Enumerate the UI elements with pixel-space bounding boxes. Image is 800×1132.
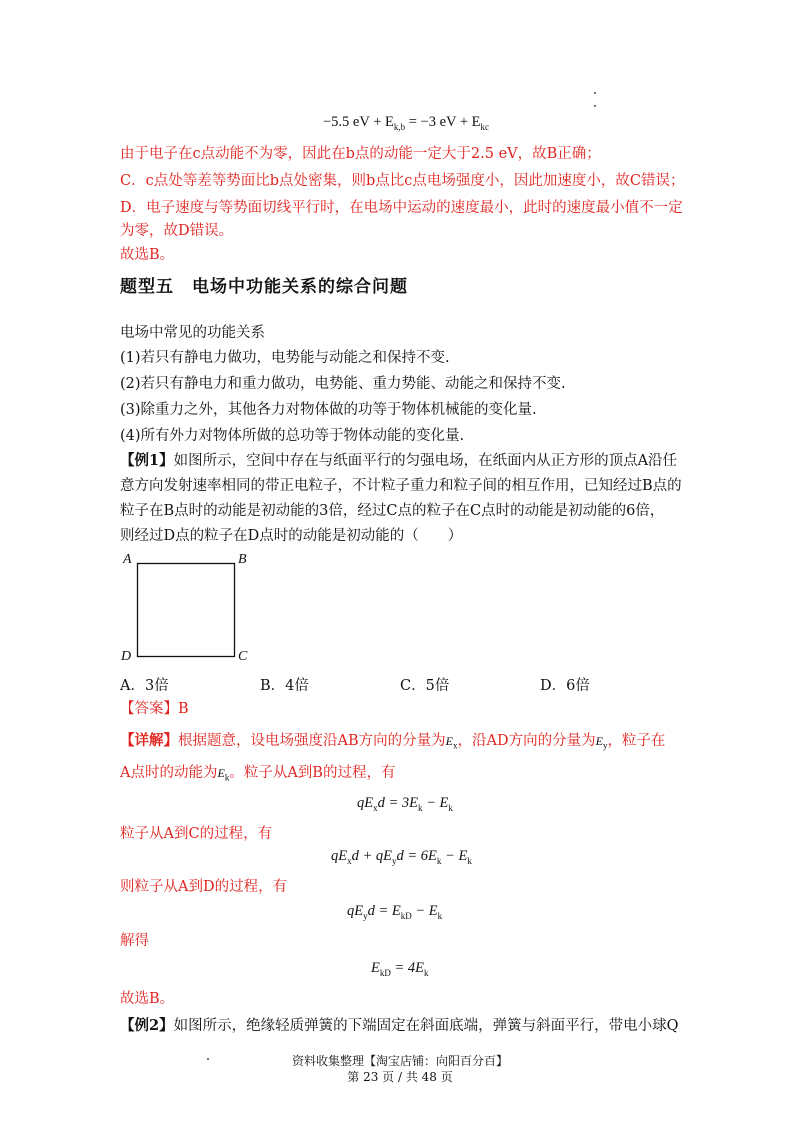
analysis-line: D．电子速度与等势面切线平行时，在电场中运动的速度最小，此时的速度最小值不一定 <box>120 200 683 216</box>
example-2-line: 【例2】如图所示，绝缘轻质弹簧的下端固定在斜面底端，弹簧与斜面平行，带电小球Q <box>120 1017 679 1034</box>
equation-ac: $qE_xd + qE_yd = 6E_k - E_k$ <box>331 848 472 866</box>
analysis-line: 为零，故D错误。 <box>120 223 234 239</box>
option-b: B．4倍 <box>260 678 309 694</box>
answer-choice: 故选B。 <box>120 247 175 263</box>
analysis-line: 由于电子在c点动能不为零，因此在b点的动能一定大于2.5 eV，故B正确； <box>120 146 601 162</box>
vertex-label-d: D <box>121 649 132 664</box>
vertex-label-b: B <box>238 552 247 567</box>
body-line: (2)若只有静电力和重力做功，电势能、重力势能、动能之和保持不变. <box>120 376 566 392</box>
detail-line: A点时的动能为$E_k$。粒子从A到B的过程，有 <box>120 765 396 783</box>
square-abcd <box>138 564 235 657</box>
section-heading: 题型五 电场中功能关系的综合问题 <box>120 277 408 297</box>
step-line: 则粒子从A到D的过程，有 <box>120 879 288 895</box>
detail-tag: 【详解】 <box>120 732 178 749</box>
analysis-line: C．c点处等差等势面比b点处密集，则b点比c点电场强度小，因此加速度小，故C错误； <box>120 173 685 189</box>
conclusion-line: 故选B。 <box>120 991 175 1007</box>
stray-dot <box>594 92 596 94</box>
answer-label: 【答案】B <box>120 701 189 717</box>
example-tag: 【例1】 <box>120 452 174 469</box>
body-line: (4)所有外力对物体所做的总功等于物体动能的变化量. <box>120 428 465 444</box>
option-d: D．6倍 <box>540 678 590 694</box>
footer-source: 资料收集整理【淘宝店铺：向阳百分百】 <box>291 1054 508 1068</box>
stray-dot <box>594 105 596 107</box>
example-1-line: 粒子在B点时的动能是初动能的3倍，经过C点的粒子在C点时的动能是初动能的6倍， <box>120 503 665 519</box>
equation-ad: $qE_yd = E_{kD} - E_k$ <box>347 903 443 921</box>
detail-line: 【详解】根据题意，设电场强度沿AB方向的分量为$E_x$，沿AD方向的分量为$E_y$，粒子在 <box>120 732 666 751</box>
step-line: 粒子从A到C的过程，有 <box>120 826 273 842</box>
example-1-line: 则经过D点的粒子在D点时的动能是初动能的（ ） <box>120 528 463 544</box>
vertex-label-c: C <box>238 649 248 664</box>
example-1-line: 【例1】如图所示，空间中存在与纸面平行的匀强电场，在纸面内从正方形的顶点A沿任 <box>120 452 678 469</box>
step-line: 解得 <box>120 933 149 949</box>
vertex-label-a: A <box>123 552 132 567</box>
equation-energy: −5.5 eV + $E_{k,b} = -3$ eV + $E_{kc}$ <box>323 114 490 132</box>
equation-result: $E_{kD} = 4E_k$ <box>371 960 429 978</box>
option-c: C．5倍 <box>400 678 450 694</box>
equation-ab: $qE_xd = 3E_k - E_k$ <box>357 795 453 813</box>
example-1-line: 意方向发射速率相同的带正电粒子，不计粒子重力和粒子间的相互作用，已知经过B点的 <box>120 478 682 494</box>
body-line: (3)除重力之外，其他各力对物体做的功等于物体机械能的变化量. <box>120 402 537 418</box>
footer-page-number: 第 23 页 / 共 48 页 <box>347 1070 453 1084</box>
body-line: (1)若只有静电力做功，电势能与动能之和保持不变. <box>120 350 450 366</box>
body-line: 电场中常见的功能关系 <box>120 325 265 341</box>
option-a: A．3倍 <box>120 678 169 694</box>
example-tag: 【例2】 <box>120 1017 174 1034</box>
